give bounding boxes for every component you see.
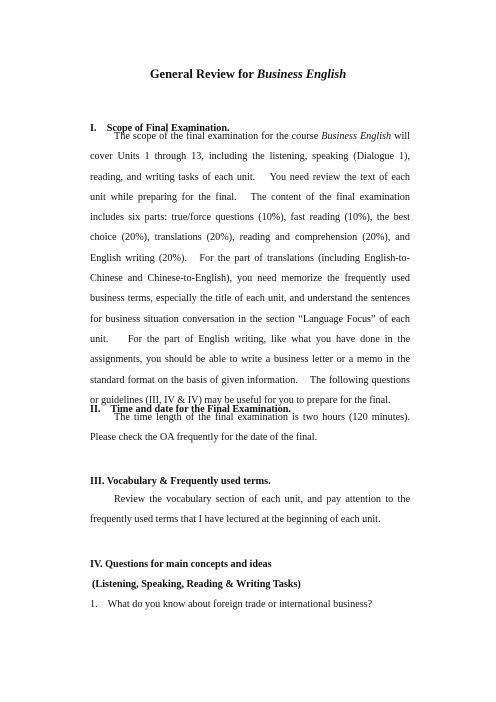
section-2-paragraph: The time length of the final examination is two hours (120 minutes). Please check the OA frequently for the date of the final.: [90, 412, 418, 444]
title-italic: Business English: [256, 67, 347, 81]
section-3-paragraph: Review the vocabulary section of each unit, and pay attention to the frequently used terms that I have lectured at the beginning of each unit.: [90, 494, 410, 526]
question-item: 1. What do you know about foreign trade or international business?: [90, 599, 373, 610]
section-1-paragraph: [90, 127, 413, 411]
title-prefix: General Review for: [149, 67, 257, 81]
section-2-heading: II. Time and date for the Final Examination.: [90, 404, 291, 415]
section-1-text-a: The scope of the final examination for the course: [114, 131, 322, 142]
section-3-heading: III. Vocabulary & Frequently used terms.: [90, 476, 271, 487]
section-1-text-b: will cover Units 1 through 13, including the listening, speaking (Dialogue 1), reading, and writing tasks of each unit. You need review the text of each unit while preparing for the final. The content of the final examination includes six parts: true/force questions (10%), fast reading (10%), the best choice (20%), translations (20%), reading and comprehension (20%), and English writing (20%). For the part of translations (including English-to-Chinese and Chinese-to-English), you need memorize the frequently used business terms, especially the title of each unit, and understand the sentences for business situation conversation in the section “Language Focus” of each unit. For the part of English writing, like what you have done in the assignments, you should be able to write a business letter or a memo in the standard format on the basis of given information. The following questions or guidelines (III, IV & IV) may be useful for you to prepare for the final.: [90, 131, 413, 406]
section-1-heading: I. Scope of Final Examination.: [90, 123, 230, 134]
section-4-heading: IV. Questions for main concepts and ideas: [90, 559, 272, 570]
section-4-subheading: (Listening, Speaking, Reading & Writing Tasks): [92, 579, 301, 590]
section-1-text-italic: Business English: [321, 131, 392, 142]
document-title: [0, 66, 496, 82]
